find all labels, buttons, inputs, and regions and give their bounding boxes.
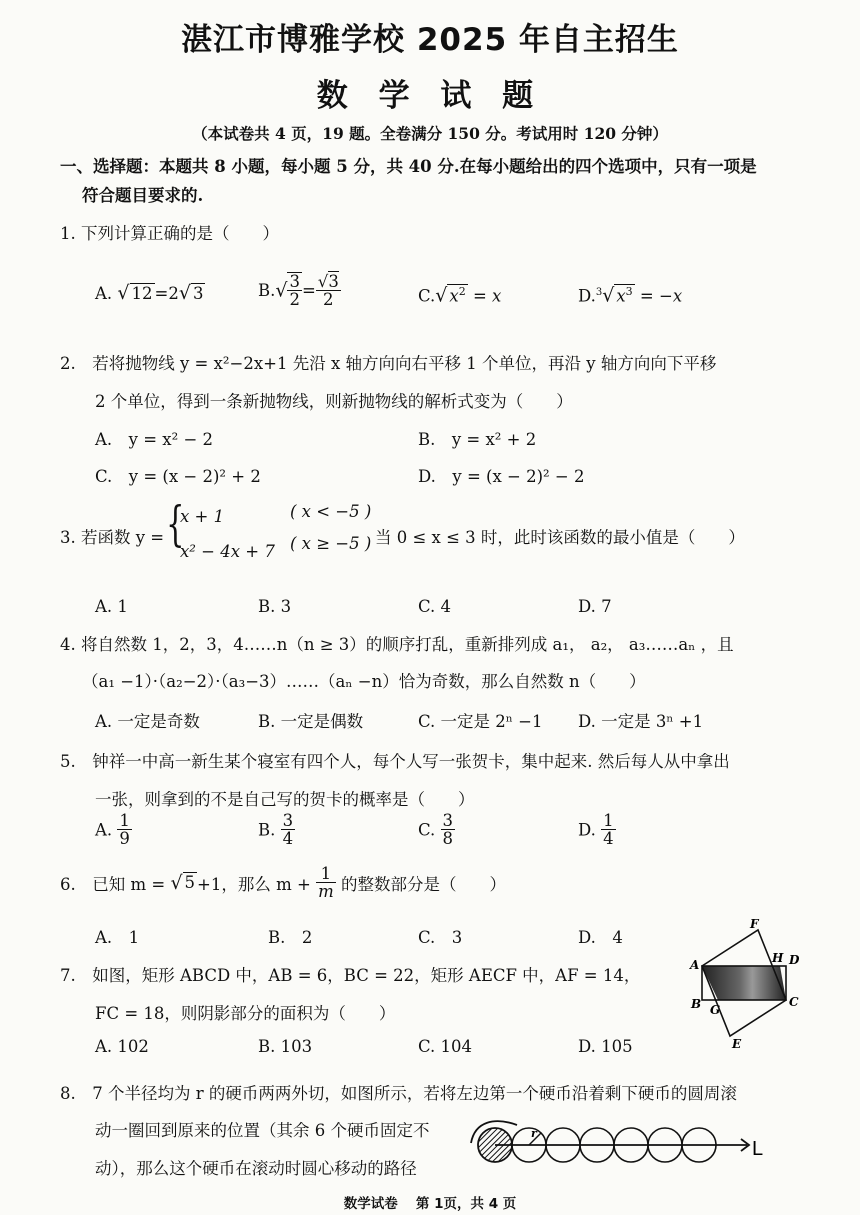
section-heading-cont: 符合题目要求的. (82, 186, 204, 205)
exam-note: （本试卷共 4 页，19 题。全卷满分 150 分。考试用时 120 分钟） (192, 124, 668, 143)
question-2-line1: 2. 若将抛物线 y = x²−2x+1 先沿 x 轴方向向右平移 1 个单位，再沿 y 轴方向向下平移 (60, 354, 717, 373)
question-6-option-d: D. 4 (578, 928, 623, 947)
line-label: L (752, 1138, 764, 1160)
question-2-option-a: A. y = x² − 2 (95, 430, 214, 449)
question-2-option-b: B. y = x² + 2 (418, 430, 537, 449)
question-5-line1: 5. 钟祥一中高一新生某个寝室有四个人，每个人写一张贺卡，集中起来. 然后每人从中拿出 (60, 752, 730, 771)
question-5-option-b: B. $\frac{3}{4}$ (258, 811, 294, 849)
question-6-option-a: A. 1 (95, 928, 140, 947)
question-5-option-d: D. $\frac{1}{4}$ (578, 811, 614, 849)
question-1-option-b: B.√ $\frac{3}{2}$ = $\frac{√3}{2}$ (258, 271, 339, 310)
label-c: C (789, 995, 799, 1009)
question-3-option-a: A. 1 (95, 597, 128, 616)
question-6-stem: 6. 已知 m = √ 5 +1，那么 m + $\frac{1}{m}$ 的整数部分是（ ） (60, 864, 506, 902)
question-4-line1: 4. 将自然数 1，2，3，4……n（n ≥ 3）的顺序打乱，重新排列成 a₁， a₂， a₃……aₙ ，且 (60, 635, 734, 654)
question-4-option-a: A. 一定是奇数 (95, 712, 200, 731)
label-a: A (690, 958, 700, 972)
question-3-option-c: C. 4 (418, 597, 452, 616)
question-3-case1: x + 1 (180, 507, 225, 526)
question-3-case2: x² − 4x + 7 (180, 542, 275, 561)
question-7-option-d: D. 105 (578, 1037, 633, 1056)
radius-label: r (531, 1127, 537, 1140)
question-2-line2: 2 个单位，得到一条新抛物线，则新抛物线的解析式变为（ ） (95, 392, 573, 411)
question-6-option-c: C. 3 (418, 928, 463, 947)
question-7-line1: 7. 如图，矩形 ABCD 中，AB = 6，BC = 22，矩形 AECF 中，AF = 14， (60, 966, 641, 985)
question-2-option-d: D. y = (x − 2)² − 2 (418, 467, 585, 486)
question-2-option-c: C. y = (x − 2)² + 2 (95, 467, 261, 486)
label-h: H (772, 951, 784, 965)
label-e: E (732, 1037, 742, 1050)
question-3-suffix: 当 0 ≤ x ≤ 3 时，此时该函数的最小值是（ ） (375, 528, 745, 547)
label-b: B (691, 997, 702, 1011)
question-5-option-a: A. $\frac{1}{9}$ (95, 811, 130, 849)
question-4-option-d: D. 一定是 3ⁿ +1 (578, 712, 704, 731)
question-7-option-a: A. 102 (95, 1037, 149, 1056)
shaded-region (702, 966, 786, 1000)
question-7-figure (688, 918, 808, 1050)
question-8-figure (465, 1115, 775, 1171)
question-1-option-a: A. √ 12 =2√ 3 (95, 282, 204, 304)
question-3-cond2: ( x ≥ −5 ) (290, 534, 372, 553)
label-g: G (710, 1003, 721, 1017)
question-6-option-b: B. 2 (268, 928, 313, 947)
question-1-stem: 1. 下列计算正确的是（ ） (60, 224, 279, 243)
question-3-option-b: B. 3 (258, 597, 292, 616)
question-3-brace: { (166, 496, 185, 552)
question-3-prefix: 3. 若函数 y = (60, 528, 165, 547)
section-heading: 一、选择题：本题共 8 小题，每小题 5 分，共 40 分.在每小题给出的四个选项中，只有一项是 (60, 157, 757, 176)
question-7-option-b: B. 103 (258, 1037, 313, 1056)
question-7-option-c: C. 104 (418, 1037, 473, 1056)
question-1-option-d: D.$^3$√ $x^3 = -x$ (578, 284, 683, 307)
question-3-cond1: ( x < −5 ) (290, 502, 372, 521)
page-footer: 数学试卷 第 1页，共 4 页 (343, 1196, 517, 1212)
question-4-option-b: B. 一定是偶数 (258, 712, 364, 731)
question-7-line2: FC = 18，则阴影部分的面积为（ ） (95, 1004, 396, 1023)
label-f: F (750, 918, 759, 931)
page-title: 湛江市博雅学校 2025 年自主招生 (181, 22, 679, 58)
question-3-option-d: D. 7 (578, 597, 612, 616)
label-d: D (789, 953, 800, 967)
question-1-option-c: C.√ $x^2 = x$ (418, 284, 502, 307)
question-8-line1: 8. 7 个半径均为 r 的硬币两两外切，如图所示，若将左边第一个硬币沿着剩下硬币的圆周滚 (60, 1084, 737, 1103)
page-subtitle: 数 学 试 题 (316, 78, 544, 114)
question-5-option-c: C. $\frac{3}{8}$ (418, 811, 454, 849)
question-4-line2: （a₁ −1）·（a₂−2）·（a₃−3）……（aₙ −n）恰为奇数，那么自然数 n（ ） (82, 672, 646, 691)
question-5-line2: 一张，则拿到的不是自己写的贺卡的概率是（ ） (95, 790, 475, 809)
question-4-option-c: C. 一定是 2ⁿ −1 (418, 712, 543, 731)
question-8-line3: 动），那么这个硬币在滚动时圆心移动的路径 (95, 1159, 417, 1178)
question-8-line2: 动一圈回到原来的位置（其余 6 个硬币固定不 (95, 1121, 430, 1140)
